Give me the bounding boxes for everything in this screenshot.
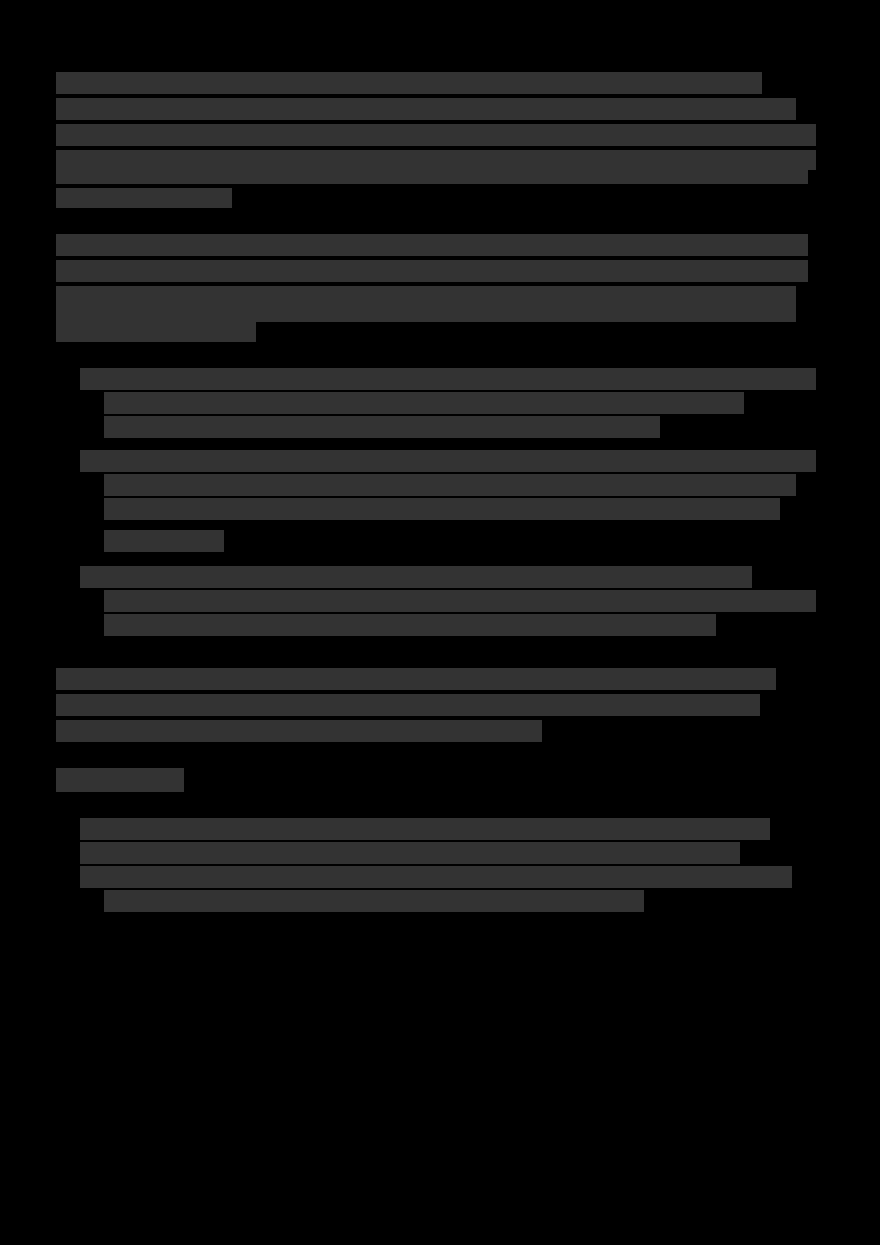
redacted-line [56, 286, 796, 308]
redacted-line [56, 124, 816, 146]
redacted-line [56, 72, 762, 94]
redacted-line [104, 614, 716, 636]
redacted-line [80, 368, 816, 390]
redacted-line [80, 566, 752, 588]
redacted-line [56, 162, 808, 184]
redacted-line [56, 668, 776, 690]
redaction-note [0, 0, 1, 1]
redacted-line [80, 818, 770, 840]
redacted-line [80, 450, 816, 472]
redacted-line [104, 392, 744, 414]
redacted-line [104, 474, 796, 496]
redacted-line [56, 320, 256, 342]
redacted-line [104, 530, 224, 552]
redacted-line [56, 188, 232, 208]
redacted-heading [56, 768, 184, 792]
redacted-line [80, 842, 740, 864]
redacted-line [104, 498, 780, 520]
redacted-line [104, 590, 816, 612]
redacted-line [104, 890, 644, 912]
redacted-line [56, 720, 542, 742]
redacted-line [56, 260, 808, 282]
redacted-line [104, 416, 660, 438]
redacted-line [56, 234, 808, 256]
redacted-line [80, 866, 792, 888]
redacted-line [56, 694, 760, 716]
redacted-line [56, 98, 796, 120]
